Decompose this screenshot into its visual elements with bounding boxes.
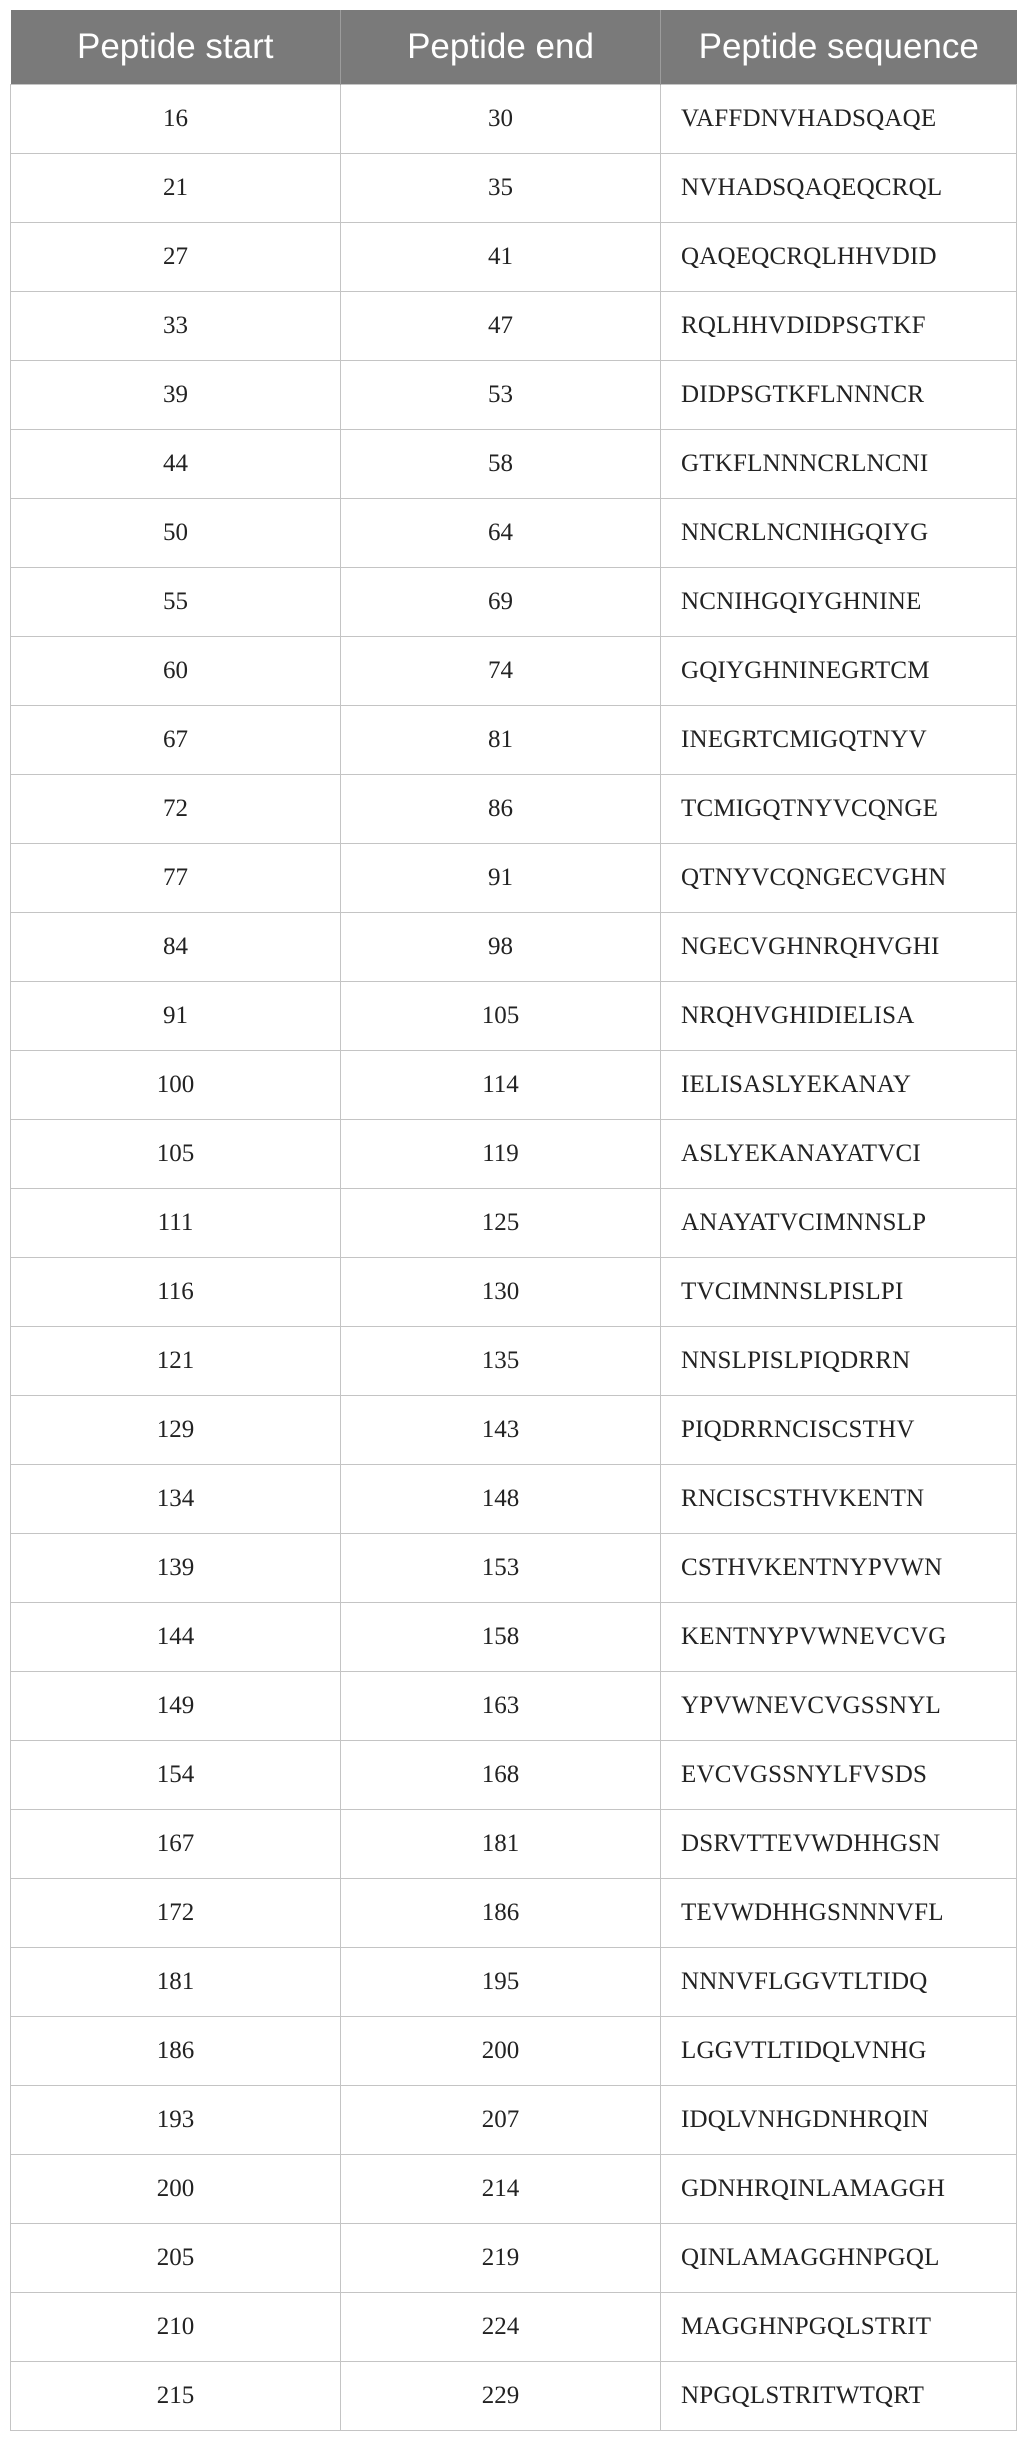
- column-header-peptide-end: Peptide end: [341, 10, 661, 85]
- peptide-sequence-cell: QINLAMAGGHNPGQL: [661, 2224, 1017, 2293]
- peptide-end-cell: 181: [341, 1810, 661, 1879]
- table-row: [11, 913, 1017, 982]
- peptide-start-cell: 121: [11, 1327, 341, 1396]
- peptide-start-cell: 129: [11, 1396, 341, 1465]
- peptide-start-cell: 181: [11, 1948, 341, 2017]
- table-row: [11, 2155, 1017, 2224]
- table-row: [11, 1603, 1017, 1672]
- peptide-sequence-cell: GDNHRQINLAMAGGH: [661, 2155, 1017, 2224]
- table-row: [11, 1327, 1017, 1396]
- peptide-sequence-cell: ANAYATVCIMNNSLP: [661, 1189, 1017, 1258]
- peptide-sequence-cell: ASLYEKANAYATVCI: [661, 1120, 1017, 1189]
- peptide-sequence-cell: LGGVTLTIDQLVNHG: [661, 2017, 1017, 2086]
- table-row: [11, 2293, 1017, 2362]
- peptide-start-cell: 91: [11, 982, 341, 1051]
- table-row: [11, 637, 1017, 706]
- peptide-start-cell: 72: [11, 775, 341, 844]
- peptide-sequence-cell: VAFFDNVHADSQAQE: [661, 85, 1017, 154]
- peptide-end-cell: 163: [341, 1672, 661, 1741]
- peptide-sequence-cell: IDQLVNHGDNHRQIN: [661, 2086, 1017, 2155]
- peptide-start-cell: 149: [11, 1672, 341, 1741]
- peptide-sequence-cell: NRQHVGHIDIELISA: [661, 982, 1017, 1051]
- peptide-end-cell: 114: [341, 1051, 661, 1120]
- peptide-sequence-cell: NNSLPISLPIQDRRN: [661, 1327, 1017, 1396]
- peptide-end-cell: 30: [341, 85, 661, 154]
- peptide-start-cell: 39: [11, 361, 341, 430]
- table-row: [11, 2224, 1017, 2293]
- table-header: [11, 10, 1017, 85]
- peptide-end-cell: 98: [341, 913, 661, 982]
- peptide-start-cell: 167: [11, 1810, 341, 1879]
- peptide-sequence-cell: RNCISCSTHVKENTN: [661, 1465, 1017, 1534]
- peptide-start-cell: 55: [11, 568, 341, 637]
- table-row: [11, 1258, 1017, 1327]
- peptide-start-cell: 100: [11, 1051, 341, 1120]
- peptide-sequence-cell: KENTNYPVWNEVCVG: [661, 1603, 1017, 1672]
- table-row: [11, 1948, 1017, 2017]
- peptide-sequence-cell: NVHADSQAQEQCRQL: [661, 154, 1017, 223]
- peptide-start-cell: 50: [11, 499, 341, 568]
- peptide-sequence-cell: NCNIHGQIYGHNINE: [661, 568, 1017, 637]
- peptide-sequence-cell: INEGRTCMIGQTNYV: [661, 706, 1017, 775]
- peptide-sequence-cell: QAQEQCRQLHHVDID: [661, 223, 1017, 292]
- table-row: [11, 1672, 1017, 1741]
- peptide-start-cell: 210: [11, 2293, 341, 2362]
- table-row: [11, 499, 1017, 568]
- table-row: [11, 1741, 1017, 1810]
- peptide-start-cell: 134: [11, 1465, 341, 1534]
- table-row: [11, 1051, 1017, 1120]
- peptide-end-cell: 186: [341, 1879, 661, 1948]
- column-header-peptide-sequence: Peptide sequence: [661, 10, 1017, 85]
- peptide-end-cell: 207: [341, 2086, 661, 2155]
- peptide-end-cell: 153: [341, 1534, 661, 1603]
- peptide-end-cell: 224: [341, 2293, 661, 2362]
- table-row: [11, 430, 1017, 499]
- peptide-start-cell: 154: [11, 1741, 341, 1810]
- peptide-sequence-cell: DSRVTTEVWDHHGSN: [661, 1810, 1017, 1879]
- table-row: [11, 292, 1017, 361]
- peptide-end-cell: 53: [341, 361, 661, 430]
- peptide-start-cell: 33: [11, 292, 341, 361]
- peptide-end-cell: 214: [341, 2155, 661, 2224]
- peptide-sequence-cell: QTNYVCQNGECVGHN: [661, 844, 1017, 913]
- table-row: [11, 154, 1017, 223]
- peptide-end-cell: 168: [341, 1741, 661, 1810]
- table-row: [11, 85, 1017, 154]
- table-row: [11, 1879, 1017, 1948]
- peptide-start-cell: 111: [11, 1189, 341, 1258]
- peptide-table-container: [10, 10, 1016, 2431]
- peptide-start-cell: 144: [11, 1603, 341, 1672]
- peptide-end-cell: 91: [341, 844, 661, 913]
- table-row: [11, 775, 1017, 844]
- peptide-end-cell: 158: [341, 1603, 661, 1672]
- peptide-end-cell: 35: [341, 154, 661, 223]
- peptide-sequence-cell: CSTHVKENTNYPVWN: [661, 1534, 1017, 1603]
- header-row: [11, 10, 1017, 85]
- peptide-start-cell: 44: [11, 430, 341, 499]
- table-row: [11, 1465, 1017, 1534]
- peptide-end-cell: 135: [341, 1327, 661, 1396]
- peptide-sequence-cell: MAGGHNPGQLSTRIT: [661, 2293, 1017, 2362]
- peptide-start-cell: 215: [11, 2362, 341, 2431]
- peptide-sequence-cell: NNCRLNCNIHGQIYG: [661, 499, 1017, 568]
- column-header-peptide-start: Peptide start: [11, 10, 341, 85]
- peptide-start-cell: 200: [11, 2155, 341, 2224]
- peptide-start-cell: 193: [11, 2086, 341, 2155]
- peptide-end-cell: 143: [341, 1396, 661, 1465]
- peptide-end-cell: 64: [341, 499, 661, 568]
- table-row: [11, 706, 1017, 775]
- peptide-end-cell: 119: [341, 1120, 661, 1189]
- peptide-end-cell: 125: [341, 1189, 661, 1258]
- peptide-start-cell: 77: [11, 844, 341, 913]
- peptide-sequence-cell: IELISASLYEKANAY: [661, 1051, 1017, 1120]
- table-row: [11, 2362, 1017, 2431]
- peptide-sequence-cell: NGECVGHNRQHVGHI: [661, 913, 1017, 982]
- peptide-start-cell: 105: [11, 1120, 341, 1189]
- peptide-end-cell: 148: [341, 1465, 661, 1534]
- peptide-start-cell: 116: [11, 1258, 341, 1327]
- peptide-start-cell: 16: [11, 85, 341, 154]
- table-row: [11, 1810, 1017, 1879]
- peptide-sequence-cell: GQIYGHNINEGRTCM: [661, 637, 1017, 706]
- peptide-sequence-cell: TEVWDHHGSNNNVFL: [661, 1879, 1017, 1948]
- table-row: [11, 844, 1017, 913]
- peptide-sequence-cell: NPGQLSTRITWTQRT: [661, 2362, 1017, 2431]
- peptide-sequence-cell: GTKFLNNNCRLNCNI: [661, 430, 1017, 499]
- peptide-end-cell: 74: [341, 637, 661, 706]
- peptide-start-cell: 21: [11, 154, 341, 223]
- table-row: [11, 1396, 1017, 1465]
- table-row: [11, 361, 1017, 430]
- table-row: [11, 1189, 1017, 1258]
- peptide-start-cell: 67: [11, 706, 341, 775]
- peptide-start-cell: 84: [11, 913, 341, 982]
- peptide-sequence-cell: NNNVFLGGVTLTIDQ: [661, 1948, 1017, 2017]
- peptide-end-cell: 130: [341, 1258, 661, 1327]
- table-body: [11, 85, 1017, 2431]
- table-row: [11, 2017, 1017, 2086]
- peptide-table: [10, 10, 1017, 2431]
- peptide-end-cell: 81: [341, 706, 661, 775]
- peptide-sequence-cell: TCMIGQTNYVCQNGE: [661, 775, 1017, 844]
- table-row: [11, 1120, 1017, 1189]
- peptide-start-cell: 139: [11, 1534, 341, 1603]
- peptide-end-cell: 105: [341, 982, 661, 1051]
- peptide-sequence-cell: EVCVGSSNYLFVSDS: [661, 1741, 1017, 1810]
- table-row: [11, 1534, 1017, 1603]
- peptide-end-cell: 219: [341, 2224, 661, 2293]
- table-row: [11, 982, 1017, 1051]
- table-row: [11, 223, 1017, 292]
- peptide-sequence-cell: RQLHHVDIDPSGTKF: [661, 292, 1017, 361]
- peptide-end-cell: 41: [341, 223, 661, 292]
- peptide-start-cell: 205: [11, 2224, 341, 2293]
- peptide-sequence-cell: PIQDRRNCISCSTHV: [661, 1396, 1017, 1465]
- peptide-end-cell: 58: [341, 430, 661, 499]
- peptide-start-cell: 186: [11, 2017, 341, 2086]
- peptide-end-cell: 69: [341, 568, 661, 637]
- peptide-end-cell: 47: [341, 292, 661, 361]
- peptide-start-cell: 27: [11, 223, 341, 292]
- peptide-end-cell: 86: [341, 775, 661, 844]
- peptide-start-cell: 172: [11, 1879, 341, 1948]
- table-row: [11, 2086, 1017, 2155]
- peptide-sequence-cell: TVCIMNNSLPISLPI: [661, 1258, 1017, 1327]
- table-row: [11, 568, 1017, 637]
- peptide-end-cell: 200: [341, 2017, 661, 2086]
- peptide-start-cell: 60: [11, 637, 341, 706]
- peptide-end-cell: 195: [341, 1948, 661, 2017]
- peptide-sequence-cell: DIDPSGTKFLNNNCR: [661, 361, 1017, 430]
- peptide-sequence-cell: YPVWNEVCVGSSNYL: [661, 1672, 1017, 1741]
- peptide-end-cell: 229: [341, 2362, 661, 2431]
